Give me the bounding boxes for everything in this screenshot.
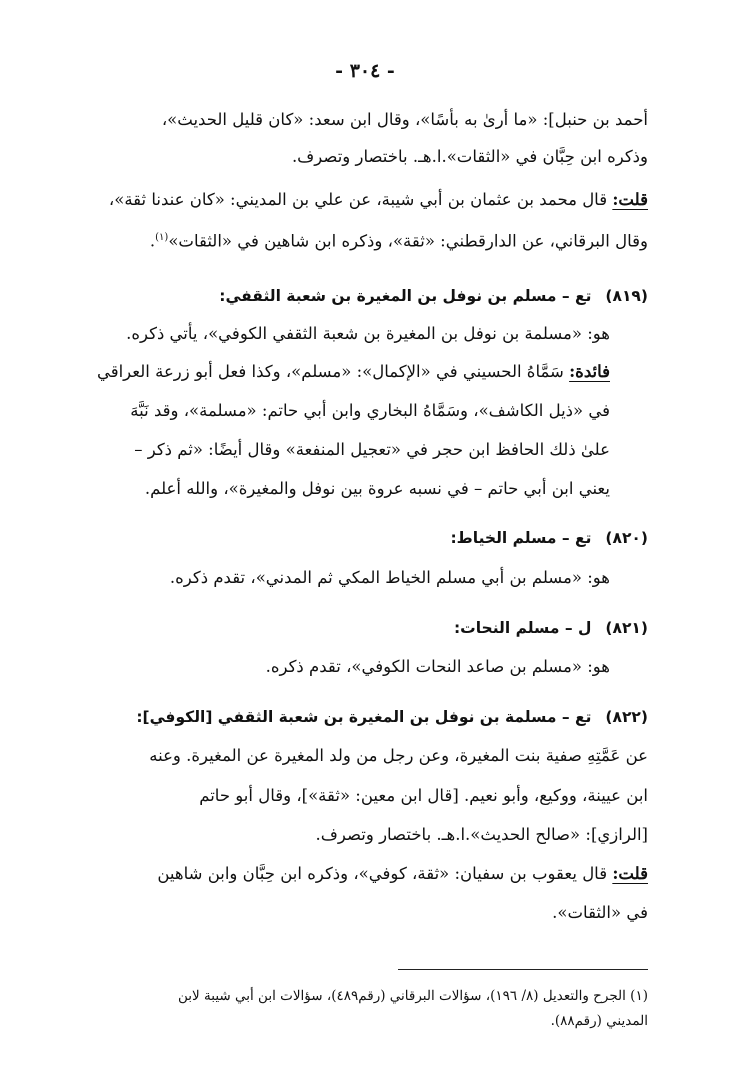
entry-heading xyxy=(78,705,648,729)
footnote-line: المديني (رقم٨٨). xyxy=(550,1013,648,1029)
entry-number: (٨٢٢) xyxy=(605,708,648,726)
page-number: - ٣٠٤ - xyxy=(335,60,395,82)
text-line xyxy=(78,360,610,384)
qultu-keyword: قلت: xyxy=(612,864,648,883)
entry-number: (٨٢٠) xyxy=(605,529,648,547)
faida-keyword: فائدة: xyxy=(569,362,610,381)
text-line: أحمد بن حنبل]: «ما أرىٰ به بأسًا»، وقال ابن سعد: «كان قليل الحديث»، xyxy=(161,110,648,129)
text-line: وذكره ابن حِبَّان في «الثقات».ا.هـ. باختصار وتصرف. xyxy=(291,147,648,166)
entry-heading xyxy=(78,284,648,308)
text-span: قال يعقوب بن سفيان: «ثقة، كوفي»، وذكره ابن حِبَّان وابن شاهين xyxy=(157,864,613,883)
entry-number: (٨٢١) xyxy=(605,619,648,637)
text-line xyxy=(78,226,648,254)
text-line: هو: «مسلم بن أبي مسلم الخياط المكي ثم المدني»، تقدم ذكره. xyxy=(169,568,610,587)
text-line: يعني ابن أبي حاتم – في نسبه عروة بين نوفل والمغيرة»، والله أعلم. xyxy=(144,479,610,498)
text-line xyxy=(78,862,648,886)
entry-heading xyxy=(78,616,648,640)
text-line: هو: «مسلم بن صاعد النحات الكوفي»، تقدم ذكره. xyxy=(265,657,610,676)
text-line: [الرازي]: «صالح الحديث».ا.هـ. باختصار وتصرف. xyxy=(315,825,648,844)
entry-title: تع – مسلم بن نوفل بن المغيرة بن شعبة الثقفي: xyxy=(219,287,592,305)
text-span: سَمَّاهُ الحسيني في «الإكمال»: «مسلم»، وكذا فعل أبو زرعة العراقي xyxy=(96,362,570,381)
entry-title: تع – مسلم الخياط: xyxy=(450,529,592,547)
text-span: وقال البرقاني، عن الدارقطني: «ثقة»، وذكره ابن شاهين في «الثقات» xyxy=(168,231,648,251)
text-line: ابن عيينة، ووكيع، وأبو نعيم. [قال ابن معين: «ثقة»]، وقال أبو حاتم xyxy=(199,786,648,805)
text-line: هو: «مسلمة بن نوفل بن المغيرة بن شعبة الثقفي الكوفي»، يأتي ذكره. xyxy=(126,324,610,343)
footnote-marker[interactable]: (١) xyxy=(155,232,169,243)
qultu-keyword: قلت: xyxy=(612,190,648,209)
text-line: عن عَمَّتِهِ صفية بنت المغيرة، وعن رجل من ولد المغيرة عن المغيرة. وعنه xyxy=(149,746,648,765)
text-line: في «الثقات». xyxy=(552,903,648,922)
text-span: قال محمد بن عثمان بن أبي شيبة، عن علي بن المديني: «كان عندنا ثقة»، xyxy=(108,190,613,209)
entry-title: ل – مسلم النحات: xyxy=(453,619,592,637)
footnote-separator xyxy=(398,969,648,970)
text-line: في «ذيل الكاشف»، وسَمَّاهُ البخاري وابن أبي حاتم: «مسلمة»، وقد نَبَّهَ xyxy=(130,401,610,420)
text-line xyxy=(78,188,648,212)
text-line: علىٰ ذلك الحافظ ابن حجر في «تعجيل المنفعة» وقال أيضًا: «ثم ذكر – xyxy=(134,440,610,459)
footnote-line: (١) الجرح والتعديل (٨/ ١٩٦)، سؤالات البرقاني (رقم٤٨٩)، سؤالات ابن أبي شيبة لابن xyxy=(177,988,648,1004)
entry-heading xyxy=(78,526,648,550)
text-span: . xyxy=(149,231,156,251)
entry-title: تع – مسلمة بن نوفل بن المغيرة بن شعبة الثقفي [الكوفي]: xyxy=(136,708,592,726)
entry-number: (٨١٩) xyxy=(605,287,648,305)
